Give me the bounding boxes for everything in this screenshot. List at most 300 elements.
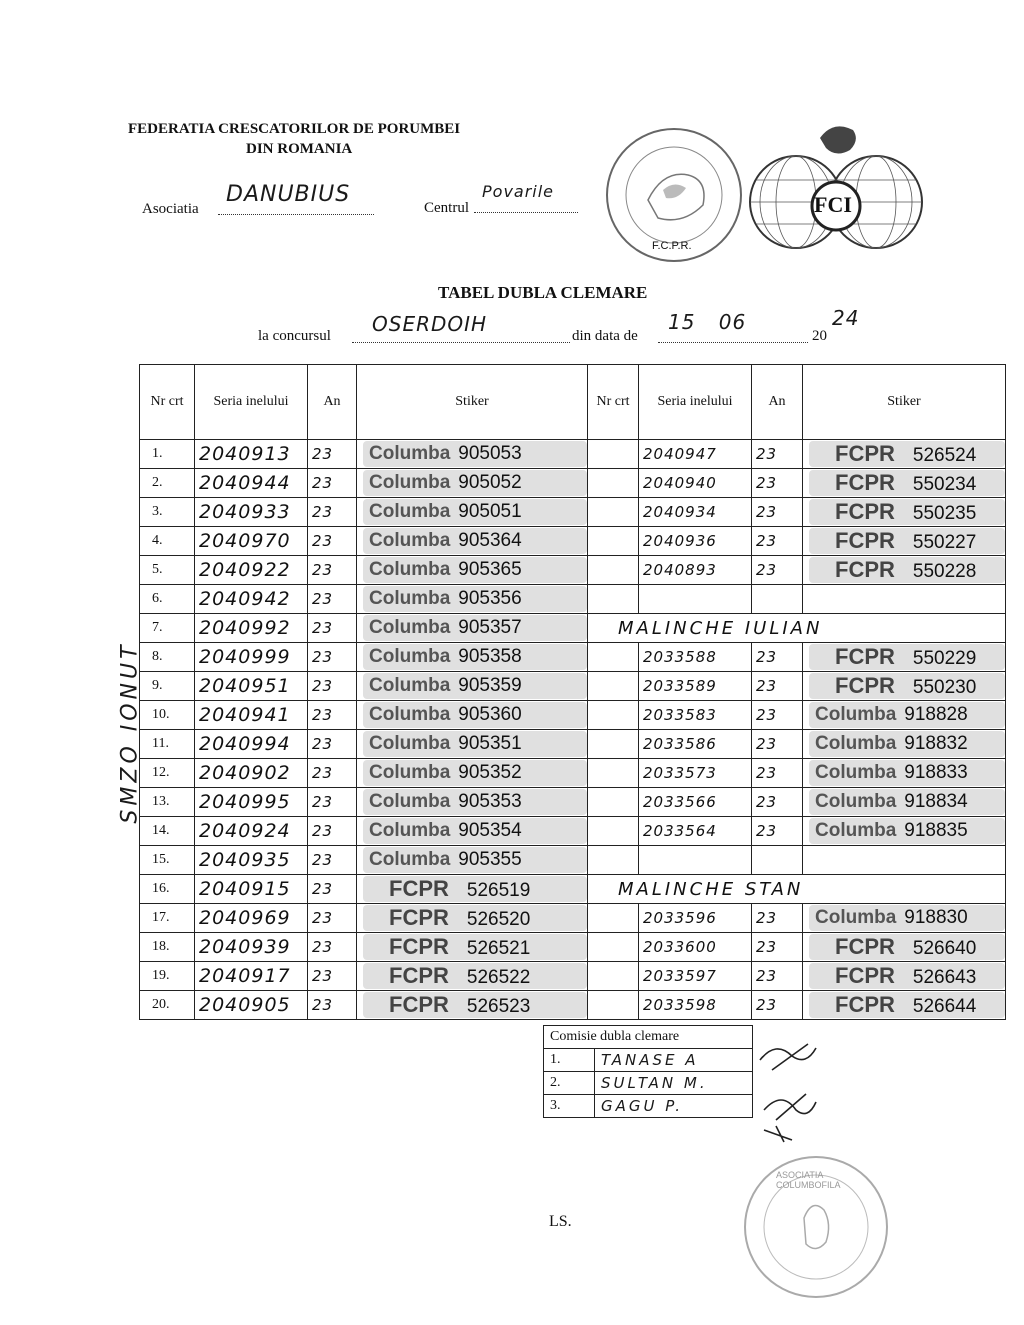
sticker-label [363, 847, 587, 873]
association-stamp [744, 1156, 888, 1298]
row-number-2 [588, 991, 639, 1020]
commission-nr: 1. [544, 1049, 595, 1072]
sticker-cell-2 [803, 556, 1006, 585]
ring-year [308, 730, 357, 759]
asociatia-field [218, 180, 374, 215]
row-number-2 [588, 759, 639, 788]
header-nr: Nr crt [140, 365, 195, 440]
ring-year-2 [752, 788, 803, 817]
sticker-label [363, 760, 587, 786]
centrul-label: Centrul [424, 200, 469, 216]
ring-year-2 [752, 672, 803, 701]
sticker-cell [357, 730, 588, 759]
ring-series-value: 2040922 [199, 559, 291, 581]
ring-series-value: 2033589 [643, 676, 717, 695]
sticker-code: 526524 [912, 445, 977, 466]
table-row [140, 730, 1006, 759]
ring-series-value: 2040893 [643, 560, 717, 579]
sticker-label [363, 702, 587, 728]
row-number-2 [588, 469, 639, 498]
sticker-cell-2 [803, 469, 1006, 498]
row-number-2 [588, 846, 639, 875]
ring-year-value: 23 [312, 560, 334, 579]
ring-year-value: 23 [312, 589, 334, 608]
table-row [140, 962, 1006, 991]
sticker-brand: FCPR [835, 963, 895, 988]
ring-series [195, 701, 308, 730]
sticker-label [809, 789, 1005, 815]
ring-series-2 [639, 440, 752, 469]
ring-year [308, 498, 357, 527]
ring-year-value: 23 [756, 763, 778, 782]
ring-year-2 [752, 440, 803, 469]
row-number-2 [588, 933, 639, 962]
table-header-row [140, 365, 1006, 440]
sticker-brand: FCPR [835, 470, 895, 495]
sticker-brand: Columba [369, 588, 451, 609]
sticker-code: 905354 [458, 820, 522, 841]
ring-year [308, 846, 357, 875]
ring-year [308, 701, 357, 730]
ring-year-2 [752, 991, 803, 1020]
ring-year-value: 23 [312, 937, 334, 956]
sticker-label [363, 499, 587, 525]
sticker-label [363, 789, 587, 815]
ring-year-value [752, 851, 756, 869]
row-number: 15. [140, 846, 195, 875]
ring-series-2 [639, 904, 752, 933]
fci-logo-text: FCI [814, 192, 852, 217]
ring-series-value: 2033588 [643, 647, 717, 666]
sticker-cell [357, 556, 588, 585]
ring-series-value: 2033573 [643, 763, 717, 782]
sticker-code: 550227 [912, 532, 977, 553]
ring-series [195, 498, 308, 527]
row-number-2 [588, 701, 639, 730]
ring-year-value: 23 [312, 618, 334, 637]
year-prefix: 20 [812, 328, 827, 344]
sticker-label [363, 818, 587, 844]
ring-series [195, 469, 308, 498]
ring-series-2 [639, 788, 752, 817]
ring-year-value: 23 [312, 705, 334, 724]
ring-series [195, 527, 308, 556]
ring-year-value: 23 [312, 531, 334, 550]
commission-row [544, 1095, 753, 1118]
ring-series-value: 2040999 [199, 646, 291, 668]
table-row [140, 991, 1006, 1020]
sticker-label [363, 876, 587, 902]
ring-year-value: 23 [756, 995, 778, 1014]
ring-series [195, 788, 308, 817]
table-row [140, 556, 1006, 585]
ring-year-value: 23 [756, 821, 778, 840]
ring-year-2 [752, 527, 803, 556]
ring-year [308, 527, 357, 556]
sticker-brand: Columba [369, 762, 451, 783]
sticker-cell-2 [803, 991, 1006, 1020]
contest-field [352, 312, 570, 343]
sticker-brand: FCPR [835, 992, 895, 1017]
sticker-label [809, 673, 1005, 699]
ring-series [195, 614, 308, 643]
ring-series-value: 2040902 [199, 762, 291, 784]
ring-series-value: 2040935 [199, 849, 291, 871]
centrul-field [474, 178, 578, 213]
row-number: 14. [140, 817, 195, 846]
federation-title: FEDERATIA CRESCATORILOR DE PORUMBEI [128, 121, 461, 137]
sticker-label [363, 441, 587, 467]
row-number: 18. [140, 933, 195, 962]
sticker-label [363, 992, 587, 1018]
ring-series-2 [639, 672, 752, 701]
ring-series-value: 2033598 [643, 995, 717, 1014]
sticker-label [809, 644, 1005, 670]
row-number: 3. [140, 498, 195, 527]
merged-note-cell [588, 614, 1006, 643]
ring-year [308, 672, 357, 701]
ring-series-value: 2040917 [199, 965, 291, 987]
date-field [658, 310, 808, 343]
ring-series-value: 2033596 [643, 908, 717, 927]
row-number-2 [588, 643, 639, 672]
ring-year-2 [752, 846, 803, 875]
table-row [140, 788, 1006, 817]
fci-logo [748, 118, 924, 250]
ring-series-2 [639, 759, 752, 788]
date-value: 15 06 [668, 310, 747, 334]
sticker-code: 918830 [904, 907, 968, 928]
row-number: 1. [140, 440, 195, 469]
sticker-brand: FCPR [389, 934, 449, 959]
ring-series-2 [639, 643, 752, 672]
ls-label: LS. [549, 1213, 572, 1230]
ring-series-value: 2040994 [199, 733, 291, 755]
row-number: 13. [140, 788, 195, 817]
sticker-brand: FCPR [389, 963, 449, 988]
ring-year-value: 23 [756, 473, 778, 492]
asociatia-value: DANUBIUS [226, 182, 351, 207]
fcpr-seal [606, 128, 742, 262]
row-number-2 [588, 962, 639, 991]
ring-year-2 [752, 817, 803, 846]
row-number-2 [588, 788, 639, 817]
header-nr-2: Nr crt [588, 365, 639, 440]
table-row [140, 643, 1006, 672]
ring-year-2 [752, 904, 803, 933]
ring-series-2 [639, 527, 752, 556]
ring-year [308, 585, 357, 614]
ring-series-value: 2040942 [199, 588, 291, 610]
ring-year-value: 23 [756, 937, 778, 956]
ring-year-2 [752, 585, 803, 614]
ring-series-value: 2040951 [199, 675, 291, 697]
sticker-cell-2 [803, 498, 1006, 527]
header-an: An [308, 365, 357, 440]
ring-year-value: 23 [312, 879, 334, 898]
sticker-cell-2 [803, 585, 1006, 614]
ring-series [195, 643, 308, 672]
table-row [140, 701, 1006, 730]
commission-title: Comisie dubla clemare [544, 1026, 753, 1049]
ring-series-value: 2033566 [643, 792, 717, 811]
row-number-2 [588, 904, 639, 933]
table-row [140, 759, 1006, 788]
row-number: 9. [140, 672, 195, 701]
sticker-cell [357, 817, 588, 846]
sticker-cell [357, 643, 588, 672]
merged-note: MALINCHE IULIAN [618, 617, 823, 639]
sticker-code: 905364 [458, 530, 522, 551]
ring-year-value: 23 [312, 966, 334, 985]
ring-year-value: 23 [756, 676, 778, 695]
commission-title-row [544, 1026, 753, 1049]
sticker-label [363, 557, 587, 583]
ring-year-2 [752, 556, 803, 585]
commission-nr: 3. [544, 1095, 595, 1118]
sticker-code: 526521 [466, 938, 531, 959]
ring-year-value: 23 [312, 995, 334, 1014]
sticker-label [809, 557, 1005, 583]
ring-series [195, 904, 308, 933]
sticker-code: 905351 [458, 733, 522, 754]
ring-series [195, 730, 308, 759]
ring-year [308, 991, 357, 1020]
sticker-label [363, 963, 587, 989]
sticker-brand: Columba [815, 733, 897, 754]
double-clamp-table [139, 364, 1006, 1020]
ring-year-2 [752, 643, 803, 672]
sticker-label [809, 992, 1005, 1018]
sticker-brand: Columba [369, 501, 451, 522]
ring-year [308, 933, 357, 962]
row-number-2 [588, 556, 639, 585]
sticker-brand: Columba [369, 675, 451, 696]
row-number: 8. [140, 643, 195, 672]
commission-nr: 2. [544, 1072, 595, 1095]
ring-series-2 [639, 730, 752, 759]
sticker-brand: Columba [815, 791, 897, 812]
sticker-label [809, 702, 1005, 728]
sticker-cell-2 [803, 962, 1006, 991]
ring-series [195, 672, 308, 701]
ring-series-2 [639, 469, 752, 498]
table-row [140, 817, 1006, 846]
ring-series-value: 2040934 [643, 502, 717, 521]
ring-year-value: 23 [756, 792, 778, 811]
sticker-cell [357, 672, 588, 701]
ring-series-value: 2040933 [199, 501, 291, 523]
sticker-code: 905053 [458, 443, 522, 464]
sticker-label [363, 470, 587, 496]
ring-series-value: 2040915 [199, 878, 291, 900]
ring-year-value: 23 [312, 850, 334, 869]
sticker-cell [357, 701, 588, 730]
ring-year-2 [752, 469, 803, 498]
ring-series-2 [639, 701, 752, 730]
ring-year [308, 469, 357, 498]
sticker-label [809, 731, 1005, 757]
ring-year-value: 23 [312, 502, 334, 521]
sticker-label [809, 499, 1005, 525]
sticker-label [809, 934, 1005, 960]
sticker-brand: FCPR [835, 499, 895, 524]
ring-year-value: 23 [756, 908, 778, 927]
row-number: 6. [140, 585, 195, 614]
sticker-label [809, 470, 1005, 496]
commission-name: GAGU P. [595, 1095, 753, 1118]
ring-series [195, 933, 308, 962]
ring-year [308, 614, 357, 643]
sticker-brand: FCPR [835, 673, 895, 698]
sticker-cell [357, 875, 588, 904]
table-row [140, 904, 1006, 933]
ring-series [195, 875, 308, 904]
row-number: 5. [140, 556, 195, 585]
sticker-code: 918832 [904, 733, 968, 754]
ring-series-2 [639, 817, 752, 846]
sticker-brand: Columba [815, 907, 897, 928]
table-row [140, 846, 1006, 875]
ring-series [195, 962, 308, 991]
ring-series-value: 2033597 [643, 966, 717, 985]
ring-series-value: 2040936 [643, 531, 717, 550]
ring-series [195, 585, 308, 614]
sticker-brand: Columba [369, 472, 451, 493]
sticker-cell-2 [803, 817, 1006, 846]
ring-series-value: 2040947 [643, 444, 717, 463]
ring-year-value: 23 [756, 531, 778, 550]
commission-row [544, 1049, 753, 1072]
row-number: 11. [140, 730, 195, 759]
contest-label: la concursul [258, 328, 331, 344]
sticker-cell [357, 962, 588, 991]
sticker-code: 550230 [912, 677, 977, 698]
date-label: din data de [572, 328, 638, 344]
sticker-cell-2 [803, 440, 1006, 469]
ring-year-value: 23 [312, 821, 334, 840]
header-an-2: An [752, 365, 803, 440]
sticker-brand: Columba [369, 820, 451, 841]
table-row [140, 440, 1006, 469]
row-number-2 [588, 527, 639, 556]
ring-series-value: 2040992 [199, 617, 291, 639]
ring-series [195, 556, 308, 585]
ring-year-value: 23 [312, 734, 334, 753]
sticker-code: 526640 [912, 938, 977, 959]
signatures-icon [756, 1030, 826, 1145]
ring-series-value: 2040913 [199, 443, 291, 465]
ring-year-value: 23 [312, 792, 334, 811]
ring-year-value: 23 [312, 763, 334, 782]
ring-series-value: 2040944 [199, 472, 291, 494]
ring-year-value: 23 [756, 502, 778, 521]
sticker-code: 905355 [458, 849, 522, 870]
ring-year-value: 23 [756, 705, 778, 724]
ring-series-value: 2040995 [199, 791, 291, 813]
row-number-2 [588, 498, 639, 527]
ring-series [195, 846, 308, 875]
sticker-brand: Columba [369, 646, 451, 667]
sticker-cell [357, 788, 588, 817]
row-number: 16. [140, 875, 195, 904]
ring-year-value: 23 [312, 473, 334, 492]
year-value: 24 [832, 306, 860, 330]
sticker-cell-2 [803, 643, 1006, 672]
row-number-2 [588, 730, 639, 759]
table-row [140, 469, 1006, 498]
sticker-cell-2 [803, 759, 1006, 788]
sticker-code: 918828 [904, 704, 968, 725]
table-row [140, 875, 1006, 904]
sticker-cell [357, 440, 588, 469]
stamp-text: ASOCIATIA COLUMBOFILA [776, 1170, 841, 1190]
ring-series [195, 759, 308, 788]
header-seria-2: Seria inelului [639, 365, 752, 440]
table-row [140, 933, 1006, 962]
ring-series-value: 2033600 [643, 937, 717, 956]
ring-series-2 [639, 498, 752, 527]
sticker-label [809, 818, 1005, 844]
sticker-label [809, 528, 1005, 554]
table-row [140, 585, 1006, 614]
table-row [140, 498, 1006, 527]
sticker-cell [357, 585, 588, 614]
ring-series [195, 440, 308, 469]
sticker-code: 550234 [912, 474, 977, 495]
sticker-code: 905052 [458, 472, 522, 493]
sticker-cell-2 [803, 933, 1006, 962]
ring-series [195, 991, 308, 1020]
row-number: 19. [140, 962, 195, 991]
table-row [140, 614, 1006, 643]
centrul-value: Povarile [482, 182, 555, 201]
sticker-label [363, 673, 587, 699]
ring-series-2 [639, 962, 752, 991]
asociatia-label: Asociatia [142, 201, 199, 217]
sticker-label [363, 731, 587, 757]
ring-year-value [752, 590, 756, 608]
sticker-label [363, 905, 587, 931]
ring-series-value: 2033586 [643, 734, 717, 753]
sticker-brand: Columba [369, 791, 451, 812]
sticker-cell [357, 904, 588, 933]
sticker-label [809, 963, 1005, 989]
ring-year [308, 643, 357, 672]
sticker-brand: FCPR [389, 905, 449, 930]
sticker-code: 526522 [466, 967, 531, 988]
row-number: 2. [140, 469, 195, 498]
sticker-brand: FCPR [835, 441, 895, 466]
ring-year-2 [752, 730, 803, 759]
sticker-label [809, 905, 1005, 931]
sticker-brand: FCPR [835, 644, 895, 669]
sticker-brand: FCPR [389, 876, 449, 901]
ring-year [308, 875, 357, 904]
commission-name: TANASE A [595, 1049, 753, 1072]
sticker-brand: Columba [369, 704, 451, 725]
ring-year-2 [752, 701, 803, 730]
ring-year-2 [752, 759, 803, 788]
row-number-2 [588, 817, 639, 846]
row-number-2 [588, 440, 639, 469]
ring-year-2 [752, 962, 803, 991]
row-number-2 [588, 672, 639, 701]
ring-year-value: 23 [312, 647, 334, 666]
sticker-cell-2 [803, 788, 1006, 817]
ring-year-value: 23 [756, 444, 778, 463]
commission-name: SULTAN M. [595, 1072, 753, 1095]
